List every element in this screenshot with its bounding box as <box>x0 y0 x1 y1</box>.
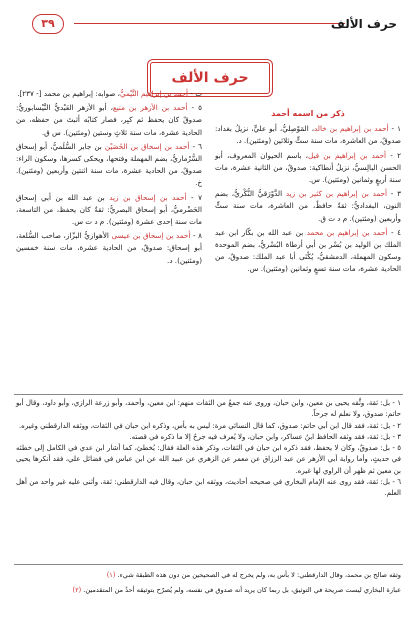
entry-text: بن عبد الله بن أبي إسحاق الحَضْرميُّ، أبو إسحاق البصريُّ: ثقةٌ كان يحفظ، من التاسعة، مات سنة إحدى عشرة (ومئتين). م د ت س. <box>16 192 202 227</box>
footnote-divider <box>14 564 403 565</box>
chapter-title: حرف الألف <box>171 70 249 86</box>
entry: ٧ - أحمد بن إسحاق بن زيد بن عبد الله بن أبي إسحاق الحَضْرميُّ، أبو إسحاق البصريُّ: ثقةٌ كان يحفظ، من التاسعة، مات سنة إحدى عشرة (ومئتين). م د ت س. <box>16 192 202 227</box>
header-rule <box>74 23 345 24</box>
footnote: عبارة البخاري ليست صريحة في التوثيق، بل ربما كان يريد أنه صدوق في نفسه، ولم يُصرّح بتوثيقه أحدٌ من المتقدمين. (٢) <box>72 586 401 594</box>
entry-text: الأهوازيُّ البزّاز، صاحب السُّلعة، أبو إسحاق: صدوقٌ، من الحادية عشرة، مات سنة خمسين (ومئتين). د. <box>16 231 202 265</box>
left-column <box>16 88 202 269</box>
footnote: وثقه صالح بن محمد، وقال الدارقطني: لا بأس به، ولم يخرج له في الصحيحين من دون هذه الطبقة شيء. (١) <box>106 571 401 579</box>
entry: ٤ - أحمد بن إبراهيم بن محمد بن عبد الله بن بكّار ابن عبد الملك بن الوليد بن بُسْر بن أبي أرطاة البُسْريُّ، بضم الموحدة وسكون المهملة، الدمشقيُّ، يُكْنَى أبا عبد الملك: صدوقٌ، من الحادية عشرة، مات سنة تسعٍ وثمانين (ومئتين). س. <box>215 227 401 274</box>
entry-text: بن عبد الله بن بكّار ابن عبد الملك بن الوليد بن بُسْر بن أبي أرطاة البُسْريُّ، بضم الموحدة وسكون المهملة، الدمشقيُّ، يُكْنَى أبا عبد الملك: صدوقٌ، من الحادية عشرة، مات سنة تسعٍ وثمانين (ومئتين). س. <box>215 227 401 274</box>
editor-notes <box>16 398 401 500</box>
note: ٦ - بل: ثقة، فقد روى عنه الإمام البخاري في صحيحه أحاديث، ووثقه ابن حبان، وقال فيه الدارقطني: ثقة، وأثنى عليه غير واحد من أهل العلم. <box>16 478 401 498</box>
page-header <box>14 14 403 36</box>
entry-name: أحمد بن إسحاق بن عيسى <box>111 231 191 241</box>
right-column <box>215 108 401 278</box>
running-title: حرف الألف <box>330 17 397 31</box>
note: ٣ - بل: ثقة، فقد وثقه الحافظ ابنُ عساكر، وابن حبان، ولا يُعرف فيه جرحٌ إلا ما ذكره في قصته. <box>129 432 401 441</box>
note: ١ - بل: ثقة، وثَّقه يحيى بن معين، وابن حبان، وروى عنه جمعٌ من الثقات منهم: ابن معين، وأحمد، وأبو زرعة الرازي، وأبو داود، وقال أبو حاتم: صدوق، ولا نعلم له جرحاً. <box>16 399 401 419</box>
footnotes <box>16 570 401 600</box>
entry-text: ، المَوْصِليُّ، أبو عليٍّ، نزيلُ بغداد: صدوقٌ، من العاشرة، مات سنة ستٍّ وثلاثين (ومئتين). د. <box>215 124 401 146</box>
entry: ٢ - أحمد بن إبراهيم بن فيل، باسم الحيوان المعروف، أبو الحسن البالِسيُّ، نزيلُ أنطاكية: صدوقٌ، من الثانية عشرة، مات سنة أربعٍ وثمانين (ومئتين). س. <box>215 150 402 185</box>
entry: ت - أحمد بن إبراهيم التَّيْميُّ، صوابه: إبراهيم بن محمد [- ٢٣٧]. <box>17 89 202 98</box>
entry-text: بن جابر السُّلَميُّ، أبو إسحاق السُّرْماريُّ، بضم المهملة وفتحها، ويحكى كسرها، وسكون الراء: صدوقٌ، من الحادية عشرة، مات سنة اثنتين وأربعين (ومئتين). خ. <box>16 141 202 188</box>
entry-text: ، أبو الأزهر العَبْديُّ النَّيْسابوريُّ: صدوقٌ كان يحفظ ثم كبِر، فصار كتابُه أثبتَ من حفظه، من الحادية عشرة، مات سنة ثلاثٍ وستين (ومئتين). س ق. <box>16 103 202 137</box>
entry-name: أحمد بن إسحاق بن الحُصَيْن <box>104 141 190 151</box>
note: ٥ - بل: صدوقٌ، وكان لا يحفظ، فقد ذكره ابن حبان في الثقات، وذكر هذه العلة فقال: يُخطئ، كما أشار ابن عدي في الكامل إلى خطئه في حديثٍ، وأما رواية أبي الأزهر عن عبد الرزاق عن معمر عن الزهري عن عبيد الله عن ابن عباس في فضائل علي، فقد أنكرها يحيى بن معين ثم ظهر أن الراوي لها غيره. <box>16 444 401 475</box>
entry-text: ، صوابه: إبراهيم بن محمد [- ٢٣٧]. <box>17 89 120 98</box>
entry: ٥ - أحمد بن الأزهر بن منيع، أبو الأزهر العَبْديُّ النَّيْسابوريُّ: صدوقٌ كان يحفظ ثم كبِر، فصار كتابُه أثبتَ من حفظه، من الحادية عشرة، مات سنة ثلاثٍ وستين (ومئتين). س ق. <box>16 103 202 137</box>
entry-name: أحمد بن إبراهيم بن كثير بن زيد <box>285 189 387 199</box>
entry-name: أحمد بن إبراهيم التَّيْميُّ <box>119 89 189 98</box>
entry-text: ، باسم الحيوان المعروف، أبو الحسن البالِسيُّ، نزيلُ أنطاكية: صدوقٌ، من الثانية عشرة، مات سنة أربعٍ وثمانين (ومئتين). س. <box>215 150 401 185</box>
entry-name: أحمد بن إبراهيم بن خالد <box>314 124 389 134</box>
note: ٢ - بل: ثقة، فقد قال ابن أبي حاتم: صدوق، كما قال النسائي مرة: ليس به بأس، وذكره ابن حبان في الثقات، ووثقه الدارقطني وغيره. <box>18 421 401 430</box>
entry-name: أحمد بن إسحاق بن زيد <box>109 192 187 202</box>
entry: ٣ - أحمد بن إبراهيم بن كثير بن زيد الدَّوْرَقيُّ النُّكْريُّ، بضم النون، البغداديُّ: ثقةٌ حافظٌ، من العاشرة، مات سنة ستٍّ وأربعين (ومئتين). م د ت ق. <box>215 189 402 223</box>
entry-name: أحمد بن الأزهر بن منيع <box>112 103 188 113</box>
section-title: ذكر من اسمه أحمد <box>271 109 345 118</box>
page-number: ٣٩ <box>32 14 64 34</box>
entry: ١ - أحمد بن إبراهيم بن خالد، المَوْصِليُّ، أبو عليٍّ، نزيلُ بغداد: صدوقٌ، من العاشرة، مات سنة ستٍّ وثلاثين (ومئتين). د. <box>215 124 401 146</box>
entry-text: الدَّوْرَقيُّ النُّكْريُّ، بضم النون، البغداديُّ: ثقةٌ حافظٌ، من العاشرة، مات سنة ستٍّ وأربعين (ومئتين). م د ت ق. <box>215 189 401 223</box>
notes-divider <box>14 394 403 395</box>
entry-name: أحمد بن إبراهيم بن محمد <box>306 227 388 237</box>
entry-name: أحمد بن إبراهيم بن فيل <box>308 150 387 160</box>
entry: ٨ - أحمد بن إسحاق بن عيسى الأهوازيُّ البزّاز، صاحب السُّلعة، أبو إسحاق: صدوقٌ، من الحادية عشرة، مات سنة خمسين (ومئتين). د. <box>16 231 202 265</box>
entry: ٦ - أحمد بن إسحاق بن الحُصَيْن بن جابر السُّلَميُّ، أبو إسحاق السُّرْماريُّ، بضم المهملة وفتحها، ويحكى كسرها، وسكون الراء: صدوقٌ، من الحادية عشرة، مات سنة اثنتين وأربعين (ومئتين). خ. <box>16 141 202 188</box>
